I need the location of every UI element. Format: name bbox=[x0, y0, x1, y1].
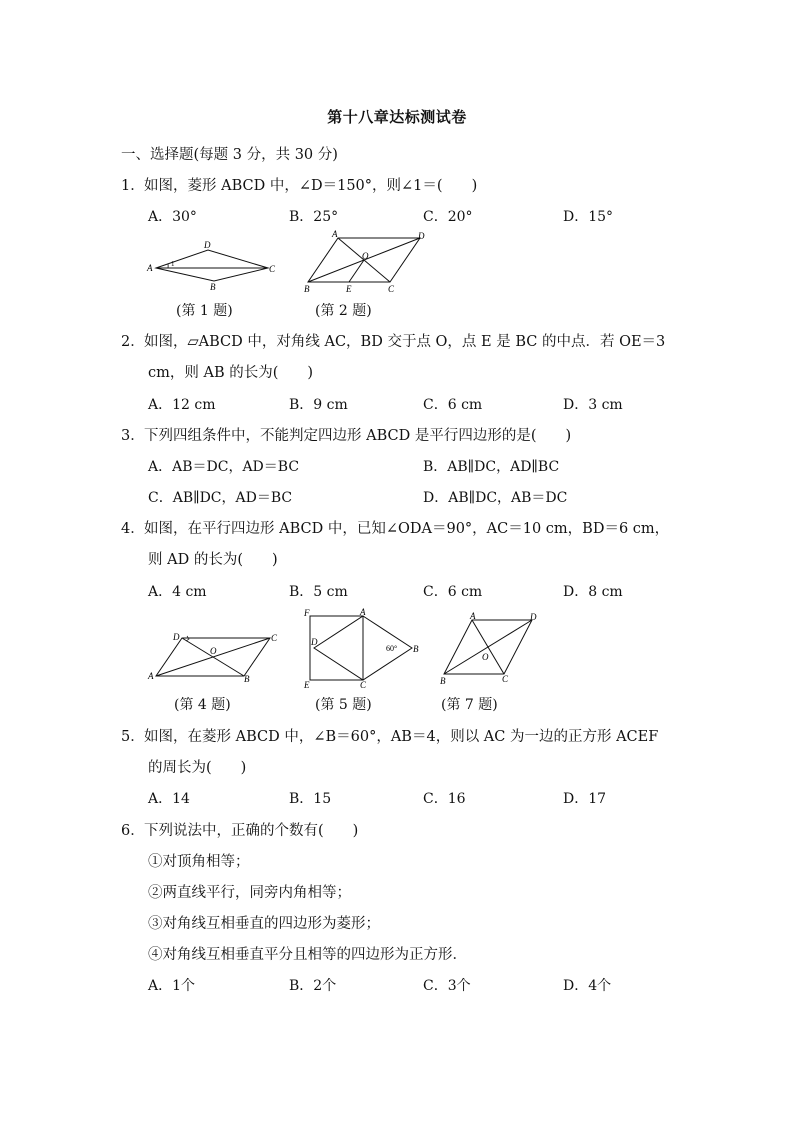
fig4-label-d: D bbox=[173, 632, 180, 642]
q1-option-c: C．20° bbox=[423, 209, 473, 225]
fig1-angle-label: 1 bbox=[171, 260, 175, 268]
fig4-label-a: A bbox=[148, 671, 154, 681]
q1-option-b: B．25° bbox=[289, 209, 339, 225]
q3-option-b: B．AB∥DC，AD∥BC bbox=[423, 459, 560, 475]
page-title: 第十八章达标测试卷 bbox=[327, 108, 467, 126]
fig2-label-d: D bbox=[418, 231, 425, 241]
fig5-label-f: F bbox=[304, 608, 310, 618]
fig5-angle-label: 60° bbox=[386, 644, 398, 653]
fig2-label-o: O bbox=[362, 251, 369, 261]
q4-option-c: C．6 cm bbox=[423, 584, 483, 600]
question-5-number: 5． bbox=[121, 729, 145, 745]
q1-option-d: D．15° bbox=[563, 209, 614, 225]
question-3-number: 3． bbox=[121, 428, 145, 444]
fig5-label-a: A bbox=[360, 607, 366, 617]
q5-option-b: B．15 bbox=[289, 791, 332, 807]
fig7-label-o: O bbox=[482, 652, 489, 662]
q5-option-d: D．17 bbox=[563, 791, 607, 807]
figure-q5-caption: (第 5 题) bbox=[315, 697, 372, 713]
question-1-number: 1． bbox=[121, 178, 145, 194]
figure-q7-parallelogram bbox=[438, 610, 548, 688]
figure-q1-rhombus bbox=[146, 238, 278, 294]
fig2-label-e: E bbox=[346, 284, 352, 294]
q2-option-d: D．3 cm bbox=[563, 397, 623, 413]
q5-option-c: C．16 bbox=[423, 791, 466, 807]
question-4-stem-line-2: 则 AD 的长为( ) bbox=[148, 552, 278, 568]
q6-option-b: B．2个 bbox=[289, 978, 337, 994]
question-6-number: 6． bbox=[121, 823, 145, 839]
fig2-label-a: A bbox=[332, 229, 338, 239]
fig1-label-c: C bbox=[269, 264, 276, 274]
q3-option-a: A．AB＝DC，AD＝BC bbox=[148, 459, 300, 475]
fig5-label-c: C bbox=[360, 680, 367, 690]
q5-option-a: A．14 bbox=[148, 791, 190, 807]
q4-option-a: A．4 cm bbox=[148, 584, 207, 600]
question-3-stem: 下列四组条件中，不能判定四边形 ABCD 是平行四边形的是( ) bbox=[144, 428, 572, 444]
question-4-stem-line-1: 如图，在平行四边形 ABCD 中，已知∠ODA＝90°，AC＝10 cm，BD＝6 cm， bbox=[144, 521, 670, 537]
fig2-label-c: C bbox=[388, 284, 395, 294]
q6-statement-4: ④对角线互相垂直平分且相等的四边形为正方形． bbox=[148, 947, 467, 963]
fig7-label-a: A bbox=[470, 611, 476, 621]
section-heading: 一、选择题(每题 3 分，共 30 分) bbox=[121, 147, 338, 163]
fig1-label-a: A bbox=[147, 263, 153, 273]
question-5-stem-line-1: 如图，在菱形 ABCD 中，∠B＝60°，AB＝4，则以 AC 为一边的正方形 ACEF bbox=[144, 729, 659, 745]
figure-q2-parallelogram bbox=[304, 230, 434, 294]
q3-option-d: D．AB∥DC，AB＝DC bbox=[423, 490, 568, 506]
figure-q4-caption: (第 4 题) bbox=[174, 697, 231, 713]
q4-option-b: B．5 cm bbox=[289, 584, 348, 600]
q2-option-b: B．9 cm bbox=[289, 397, 348, 413]
question-4-number: 4． bbox=[121, 521, 145, 537]
figure-q1-caption: (第 1 题) bbox=[176, 303, 233, 319]
question-1-stem: 如图，菱形 ABCD 中，∠D＝150°，则∠1＝( ) bbox=[144, 178, 478, 194]
q6-option-d: D．4个 bbox=[563, 978, 612, 994]
q6-statement-3: ③对角线互相垂直的四边形为菱形； bbox=[148, 916, 380, 932]
q6-option-c: C．3个 bbox=[423, 978, 471, 994]
fig4-label-b: B bbox=[244, 674, 250, 684]
question-2-number: 2． bbox=[121, 334, 145, 350]
question-6-stem: 下列说法中，正确的个数有( ) bbox=[144, 823, 359, 839]
fig7-label-c: C bbox=[502, 674, 509, 684]
q6-statement-2: ②两直线平行，同旁内角相等； bbox=[148, 885, 351, 901]
fig5-label-d: D bbox=[311, 637, 318, 647]
fig7-label-b: B bbox=[440, 676, 446, 686]
question-2-stem-line-2: cm，则 AB 的长为( ) bbox=[148, 365, 314, 381]
q2-option-a: A．12 cm bbox=[148, 397, 216, 413]
figure-q4-parallelogram bbox=[146, 630, 286, 686]
fig7-label-d: D bbox=[530, 612, 537, 622]
fig4-label-o: O bbox=[210, 646, 217, 656]
q3-option-c: C．AB∥DC，AD＝BC bbox=[148, 490, 293, 506]
figure-q2-caption: (第 2 题) bbox=[315, 303, 372, 319]
q6-statement-1: ①对顶角相等； bbox=[148, 854, 250, 870]
figure-q7-caption: (第 7 题) bbox=[441, 697, 498, 713]
q1-option-a: A．30° bbox=[148, 209, 197, 225]
fig5-label-e: E bbox=[304, 680, 310, 690]
fig4-label-c: C bbox=[271, 633, 278, 643]
fig1-label-b: B bbox=[210, 282, 216, 292]
question-2-stem-line-1: 如图，▱ABCD 中，对角线 AC，BD 交于点 O，点 E 是 BC 的中点．若 OE＝3 bbox=[144, 334, 666, 350]
question-5-stem-line-2: 的周长为( ) bbox=[148, 760, 247, 776]
q2-option-c: C．6 cm bbox=[423, 397, 483, 413]
fig1-label-d: D bbox=[204, 240, 211, 250]
fig2-label-b: B bbox=[304, 284, 310, 294]
figure-q5-square-rhombus bbox=[302, 608, 424, 690]
q6-option-a: A．1个 bbox=[148, 978, 196, 994]
fig5-label-b: B bbox=[413, 644, 419, 654]
q4-option-d: D．8 cm bbox=[563, 584, 623, 600]
